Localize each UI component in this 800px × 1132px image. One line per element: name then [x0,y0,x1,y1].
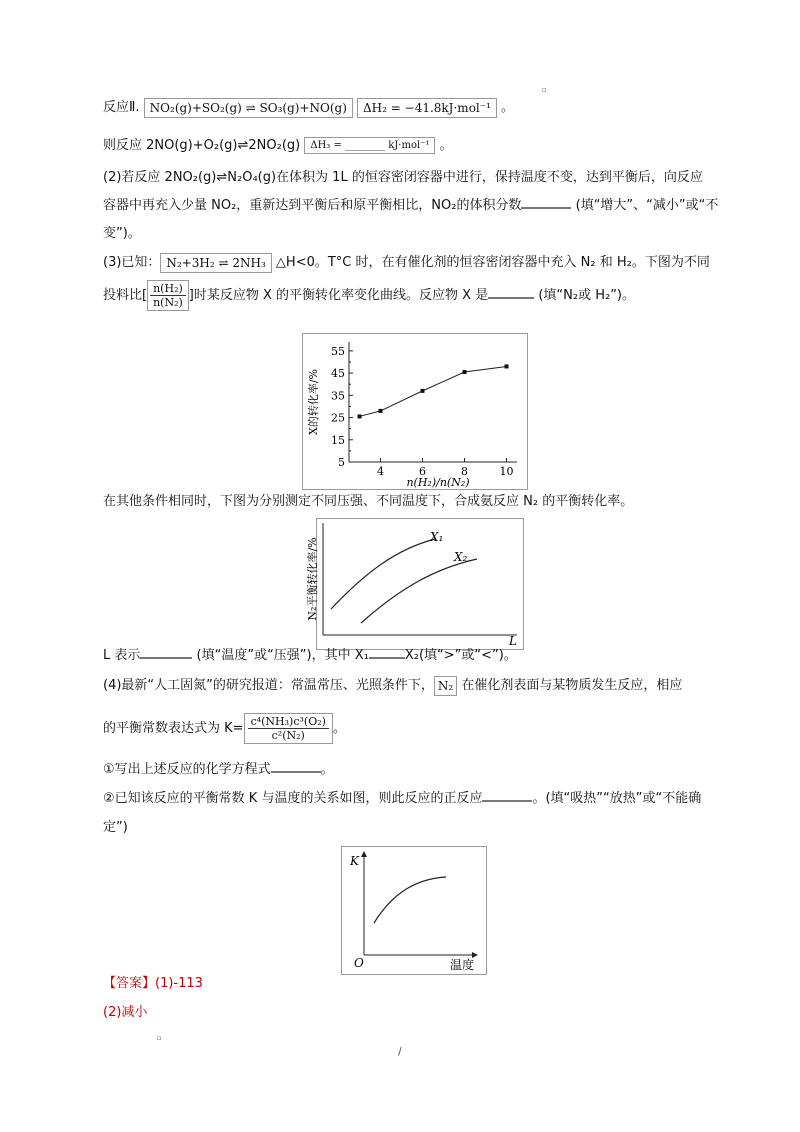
origin-label: O [354,956,364,970]
q4-sub-1 [103,758,334,777]
l-hint: X₂(填“>”或“<”)。 [404,648,517,663]
q4-sub-2-cont: 定”) [103,820,128,835]
data-point [505,364,509,368]
punct: 。 [332,721,346,736]
q4-line-1 [103,674,682,696]
page-mark: / [398,1045,402,1058]
y-tick-label: 45 [331,367,345,381]
q4-line-2 [103,713,346,744]
q3-line-1 [103,251,710,273]
q2-text: 容器中再充入少量 NO₂，重新达到平衡后和原平衡相比，NO₂的体积分数 [103,198,522,213]
reaction-label: 反应Ⅱ. [103,100,140,115]
punct: 。 [439,138,453,153]
q4-sub-2 [103,787,701,806]
data-point [421,389,425,393]
reaction-2-line [103,96,514,118]
answer-blank[interactable] [488,285,534,299]
reaction-then-line [103,134,453,154]
series-x2-curve [361,559,477,623]
l-meaning-line [103,644,517,663]
answer-line-1: 【答案】(1)-113 [103,976,203,991]
answer-blank[interactable] [521,195,571,209]
y-axis-label: X的转化率/% [307,369,320,435]
k-numerator: c⁴(NH₃)c³(O₂) [248,715,329,729]
q4-text: ①写出上述反应的化学方程式 [103,762,271,777]
q3-line-2 [103,280,635,311]
q3-hint: (填“N₂或 H₂”)。 [534,288,636,303]
answer-blank[interactable] [482,788,532,802]
k-expression-fraction [244,713,333,744]
series-x2-label: X₂ [454,550,468,564]
haber-equation-box: N₂+3H₂ ⇌ 2NH₃ [160,253,271,273]
q4-text: (4)最新“人工固氮”的研究报道：常温常压、光照条件下， [103,678,434,693]
conversion-chart-svg [303,334,527,489]
small-mark: ▫ [542,86,547,94]
q2-line-2 [103,194,718,213]
data-point [358,414,362,418]
punct: 。 [501,100,515,115]
series-x1-curve [331,539,435,609]
fraction-numerator: n(H₂) [150,282,186,296]
answer-blank[interactable] [140,645,192,659]
small-mark: ▫ [157,1034,162,1042]
q4-text: 在催化剂表面与某物质发生反应，相应 [457,678,683,693]
answer-blank[interactable] [271,759,321,773]
q2-line-1: (2)若反应 2NO₂(g)⇌N₂O₄(g)在体积为 1L 的恒容密闭容器中进行，保持温度不变，达到平衡后，向反应 [103,170,703,185]
q3-text: 投料比[ [103,288,148,303]
data-point [379,409,383,413]
x-axis-label: L [509,634,517,648]
answer-line-2: (2)减小 [103,1005,148,1020]
k-curve [374,877,446,923]
x-tick-label: 8 [461,465,468,478]
other-conditions-line: 在其他条件相同时，下图为分别测定不同压强、不同温度下，合成氨反应 N₂ 的平衡转化率。 [103,494,634,509]
reaction-then-text: 则反应 2NO(g)+O₂(g)⇌2NO₂(g) [103,138,301,153]
answer-blank[interactable] [369,645,405,659]
ratio-fraction [147,280,189,311]
q2-hint: (填“增大”、“减小”或“不 [571,198,719,213]
y-axis-label: K [350,854,359,868]
data-point [463,370,467,374]
x-axis-label: 温度 [450,958,475,972]
q2-line-3: 变”)。 [103,226,141,241]
x-tick-label: 4 [377,465,384,478]
x-tick-label: 6 [419,465,426,478]
y-tick-label: 25 [331,411,345,425]
enthalpy-box: ΔH₂ = −41.8kJ·mol⁻¹ [357,98,497,118]
q4-hint: 。(填“吸热”“放热”或“不能确 [532,791,702,806]
y-tick-label: 15 [331,433,345,447]
conversion-chart [302,333,528,490]
q4-text: 的平衡常数表达式为 K= [103,721,244,736]
q3-text: (3)已知： [103,255,161,270]
y-tick-label: 5 [338,456,345,469]
n2-box: N₂ [434,676,457,696]
q3-text: ]时某反应物 X 的平衡转化率变化曲线。反应物 X 是 [188,288,489,303]
n2-conversion-chart-svg [305,519,523,649]
l-text: (填“温度”或“压强”)，其中 X₁ [192,648,369,663]
x-axis-label: n(H₂)/n(N₂) [406,476,470,489]
enthalpy-answer-box: ΔH₃ = ________ kJ·mol⁻¹ [304,137,435,154]
l-text: L 表示 [103,648,141,663]
k-temperature-chart [341,846,487,975]
series-x1-label: X₁ [430,530,444,544]
n2-conversion-chart [305,518,524,650]
punct: 。 [320,762,334,777]
k-denominator: c²(N₂) [271,729,305,742]
y-tick-label: 55 [331,344,345,358]
y-axis-arrow [361,851,367,857]
reaction-equation-box: NO₂(g)+SO₂(g) ⇌ SO₃(g)+NO(g) [144,98,353,118]
x-tick-label: 10 [499,465,514,478]
q4-text: ②已知该反应的平衡常数 K 与温度的关系如图，则此反应的正反应 [103,791,483,806]
q3-text: △H<0。T°C 时，在有催化剂的恒容密闭容器中充入 N₂ 和 H₂。下图为不同 [271,255,710,270]
y-axis-label: N₂平衡转化率/% [305,537,319,621]
k-temperature-chart-svg [342,847,486,974]
y-tick-label: 35 [331,389,345,403]
fraction-denominator: n(N₂) [153,296,183,309]
